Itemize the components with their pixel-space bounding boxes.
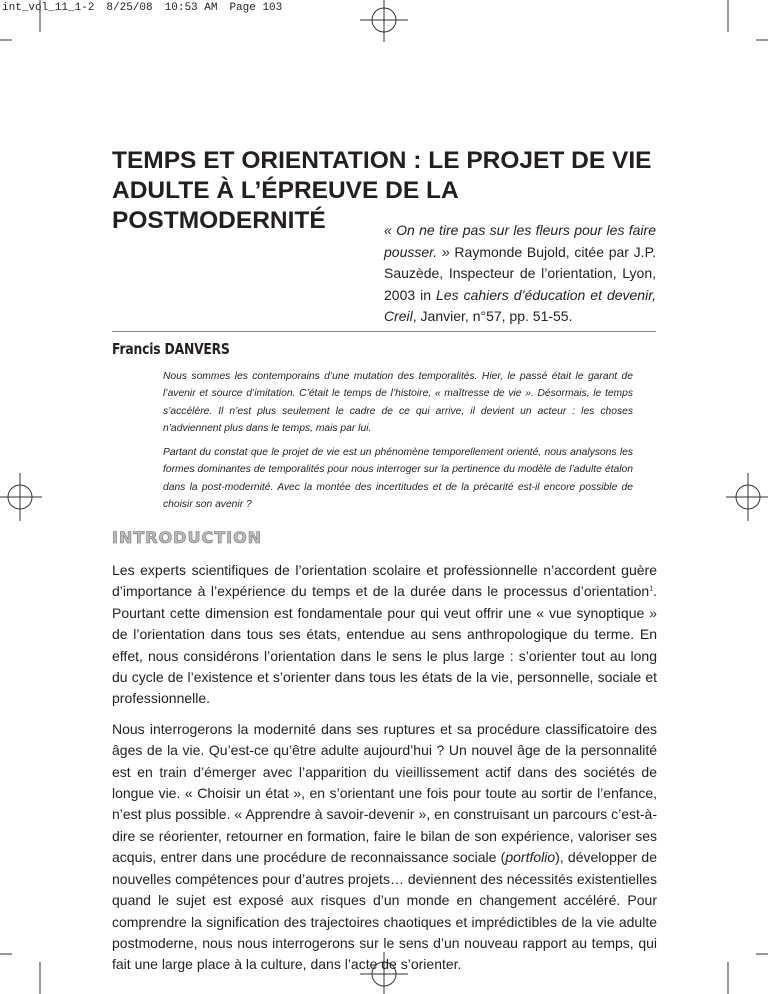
epigraph-publication: Les cahiers d’éducation et devenir, Creil [384,286,656,324]
slug-file: int_vol_11_1-2 [2,2,95,14]
p2-text-a: Nous interrogerons la modernité dans ses ruptures et sa procédure classificatoire des âges de la vie. Qu’est-ce qu’être adulte aujourd’hui ? Un nouvel âge de la personnalité est en train d’émerger avec l’apparition du vieillissement actif dans des sociétés de longue vie. « Choisir un état », en s’orientant une fois pour toute au sortir de l’enfance, n’est plus possible. « Apprendre à savoir-devenir », en construisant un parcours c’est-à-dire se réorienter, retourner en formation, faire le bilan de son expérience, valoriser ses acquis, entrer dans une procédure de reconnaissance sociale ( [112,720,657,866]
article-title-line-2: ADULTE À L’ÉPREUVE DE LA POSTMODERNITÉ [112,177,458,234]
epigraph [384,220,656,328]
epigraph-quote: « On ne tire pas sur les fleurs pour les faire pousser. » [384,222,656,260]
registration-mark-top [360,0,408,42]
registration-mark-right [726,473,768,521]
p1-text-a: Les experts scientifiques de l’orientation scolaire et professionnelle n’accordent guère d’importance à l’expérience du temps et de la durée dans le processus d’orientation [112,562,657,600]
registration-mark-left [0,473,42,521]
abstract [163,368,633,520]
article-title-line-1: TEMPS ET ORIENTATION : LE PROJET DE VIE [112,147,652,174]
separator-rule [112,331,656,332]
abstract-paragraph-1: Nous sommes les contemporains d’une mutation des temporalités. Hier, le passé était le garant de l’avenir et source d’imitation. C’était le temps de l’histoire, « maîtresse de vie ». Désormais, le temps s’accélère. Il n’est plus seulement le cadre de ce qui arrive, il devient un acteur : les choses n’adviennent plus dans le temps, mais par lui. [163,371,633,434]
author-name: Francis DANVERS [112,340,230,358]
slug-time: 10:53 AM [164,2,218,14]
body-paragraph-2 [112,719,657,976]
body-paragraph-1 [112,560,657,710]
p2-italic-term: portfolio [505,849,556,866]
abstract-paragraph-2: Partant du constat que le projet de vie est un phénomène temporellement orienté, nous analysons les formes dominantes de temporalités pour nous interroger sur la pertinence du modèle de l’adulte étalon dans la post-modernité. Avec la montée des incertitudes et de la précarité est-il encore possible de choisir son avenir ? [163,447,633,511]
slug-date: 8/25/08 [106,2,153,14]
slug-page: Page 103 [229,2,283,14]
p2-text-b: ), développer de nouvelles compétences pour d’autres projets… deviennent des nécessités existentielles quand le sujet est exposé aux risques d’un monde en changement accéléré. Pour comprendre la signification des trajectoires chaotiques et imprédictibles de la vie adulte postmoderne, nous nous interrogerons sur le sens d’un nouveau rapport au temps, qui fait une large place à la culture, dans l’acte de s’orienter. [112,849,657,973]
body-text [112,560,657,985]
epigraph-details: , Janvier, n°57, pp. 51-55. [412,308,573,324]
footnote-ref-1: 1 [649,585,654,593]
epigraph-attribution: Raymonde Bujold, citée par J.P. Sauzède, Inspecteur de l’orientation, Lyon, 2003 in [384,243,656,303]
section-heading-introduction: INTRODUCTION [112,528,263,547]
p1-text-b: . Pourtant cette dimension est fondamentale pour qui veut offrir une « vue synoptique » de l’orientation dans tous ses états, entendue au sens anthropologique du terme. En effet, nous considérons l’orientation dans le sens le plus large : s’orienter tout au long du cycle de l’existence et s’orienter dans tous les états de la vie, personnelle, sociale et professionnelle. [112,583,657,707]
